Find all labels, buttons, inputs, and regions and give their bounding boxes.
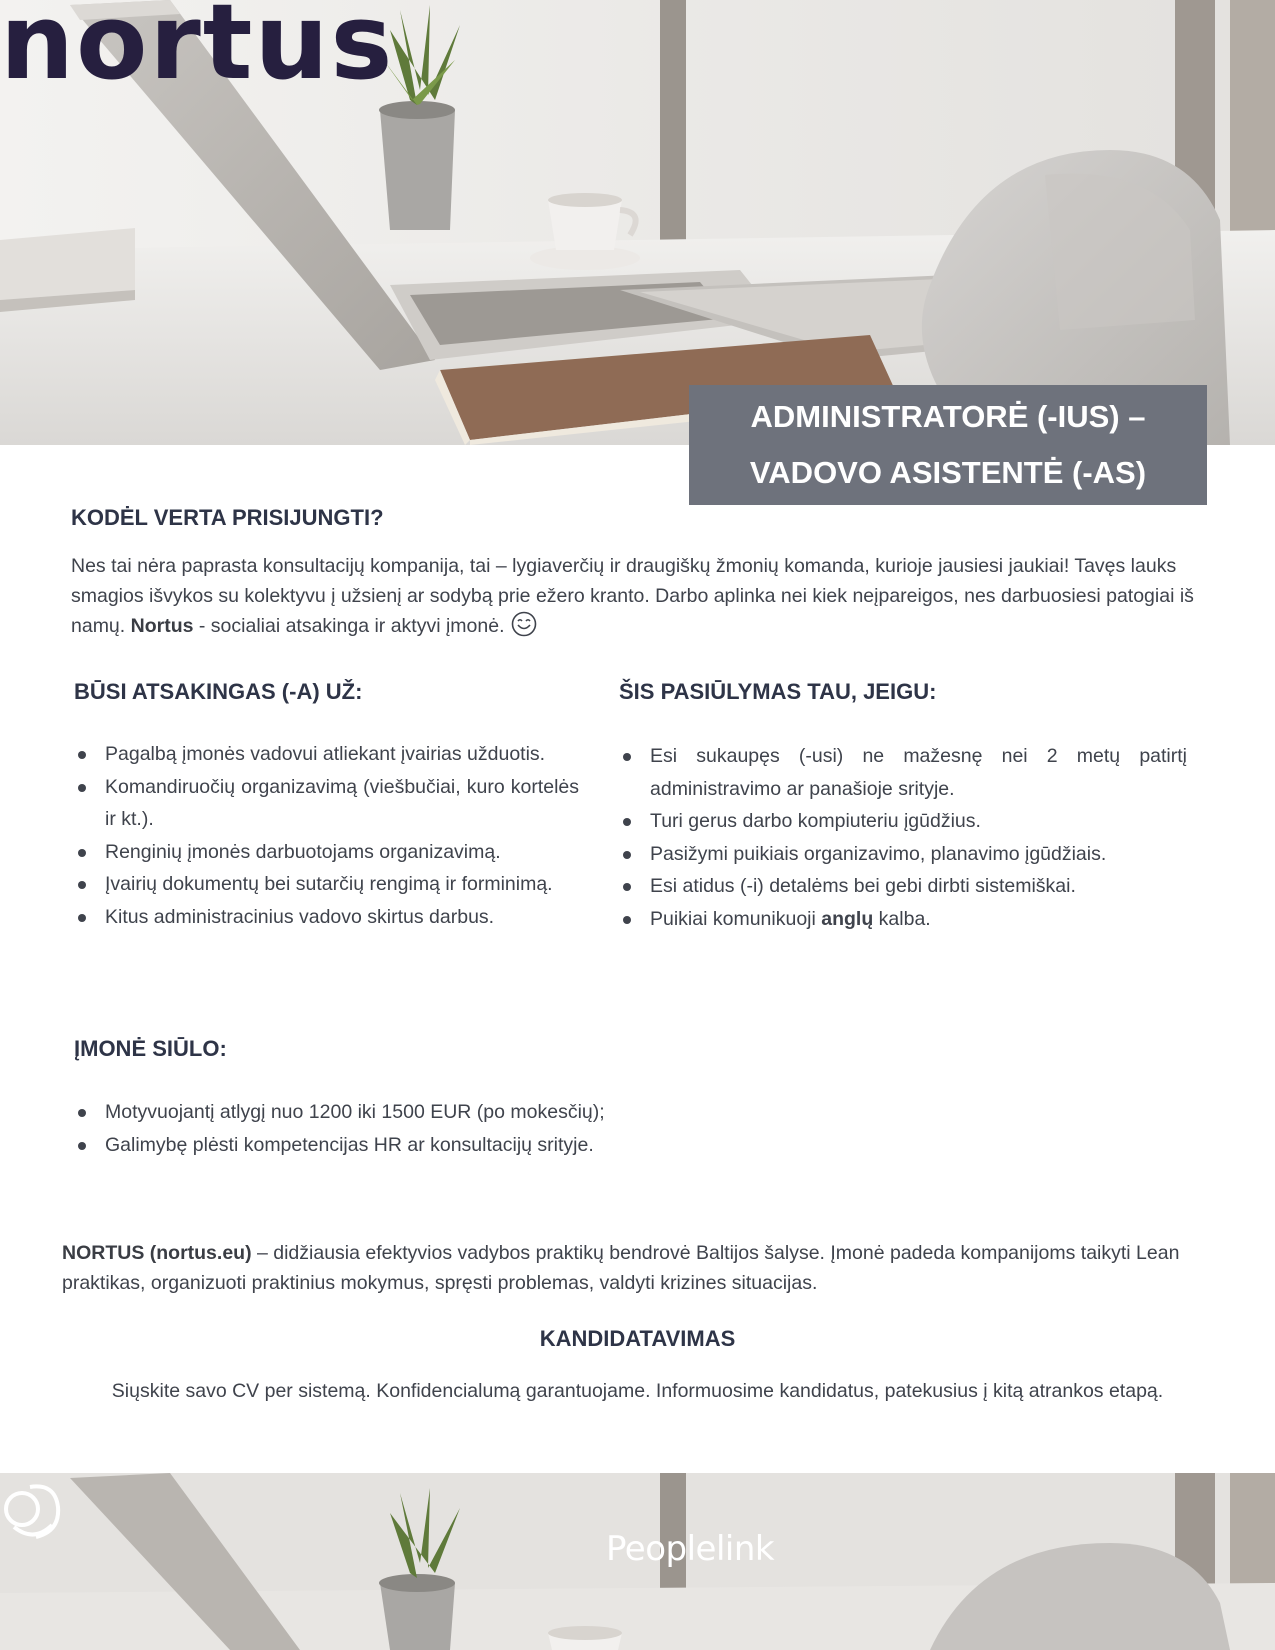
- nortus-logo-text: nortus: [0, 0, 395, 90]
- why-text-bold: Nortus: [130, 615, 194, 637]
- why-join-heading: KODĖL VERTA PRISIJUNGTI?: [71, 505, 384, 530]
- list-item-bold: anglų: [821, 907, 874, 930]
- list-item: Pasižymi puikiais organizavimo, planavimo įgūdžiais.: [619, 838, 1187, 871]
- peoplelink-logo: [0, 1473, 240, 1543]
- smiley-icon: [511, 611, 537, 637]
- list-item: Galimybę plėsti kompetencijas HR ar konsultacijų srityje.: [74, 1129, 974, 1162]
- list-item: Motyvuojantį atlygį nuo 1200 iki 1500 EUR (po mokesčių);: [74, 1096, 974, 1129]
- about-company-name: NORTUS (nortus.eu): [62, 1242, 252, 1264]
- why-join-text: [71, 551, 1206, 641]
- nortus-logo: [0, 0, 410, 90]
- list-item: Kitus administracinius vadovo skirtus darbus.: [74, 901, 579, 934]
- list-item: Esi sukaupęs (-usi) ne mažesnę nei 2 metų patirtį administravimo ar panašioje srityje.: [619, 740, 1187, 805]
- list-item: Turi gerus darbo kompiuteriu įgūdžius.: [619, 805, 1187, 838]
- list-item-text: Puikiai komunikuoji: [650, 907, 822, 930]
- apply-text: Siųskite savo CV per sistemą. Konfidencialumą garantuojame. Informuosime kandidatus, patekusius į kitą atrankos etapą.: [111, 1380, 1164, 1402]
- about-company-description: – didžiausia efektyvios vadybos praktikų bendrovė Baltijos šalyse. Įmonė padeda kompanijoms taikyti Lean praktikas, organizuoti praktinius mokymus, spręsti problemas, valdyti krizines situacijas.: [62, 1242, 1180, 1294]
- list-item: Komandiruočių organizavimą (viešbučiai, kuro kortelės ir kt.).: [74, 771, 579, 836]
- offer-list: [74, 1096, 974, 1161]
- offer-heading: ĮMONĖ SIŪLO:: [74, 1036, 227, 1061]
- list-item: Įvairių dokumentų bei sutarčių rengimą ir forminimą.: [74, 868, 579, 901]
- peoplelink-logo-text: Peoplelink: [606, 1529, 775, 1569]
- footer-banner: [0, 1473, 1275, 1650]
- list-item: Pagalbą įmonės vadovui atliekant įvairias užduotis.: [74, 738, 579, 771]
- apply-heading: KANDIDATAVIMAS: [539, 1326, 736, 1351]
- peoplelink-logo-icon: [6, 1486, 58, 1537]
- responsibilities-heading: BŪSI ATSAKINGAS (-A) UŽ:: [74, 679, 363, 704]
- requirements-heading: ŠIS PASIŪLYMAS TAU, JEIGU:: [619, 679, 937, 704]
- list-item: [619, 903, 1187, 936]
- list-item: Renginių įmonės darbuotojams organizavimą.: [74, 836, 579, 869]
- list-item: Esi atidus (-i) detalėms bei gebi dirbti sistemiškai.: [619, 870, 1187, 903]
- about-company-text: [62, 1238, 1212, 1298]
- why-text-part-2: - socialiai atsakinga ir aktyvi įmonė.: [193, 615, 505, 637]
- hero-banner: [0, 0, 1275, 445]
- why-text-part: Nes tai nėra paprasta konsultacijų kompanija, tai – lygiaverčių ir draugiškų žmonių komanda, kurioje jausiesi jaukiai! Tavęs lauks smagios išvykos su kolektyvu į užsienį ar sodybą prie ežero kranto. Darbo aplinka nei kiek neįpareigos, nes darbuosiesi patogiai iš namų.: [71, 555, 1194, 637]
- job-title-box: [689, 385, 1207, 505]
- job-title-line-2: VADOVO ASISTENTĖ (-AS): [749, 455, 1147, 490]
- list-item-text-2: kalba.: [873, 907, 931, 930]
- requirements-list: [619, 740, 1187, 935]
- job-title-line-1: ADMINISTRATORĖ (-IUS) –: [750, 399, 1146, 434]
- responsibilities-list: [74, 738, 579, 933]
